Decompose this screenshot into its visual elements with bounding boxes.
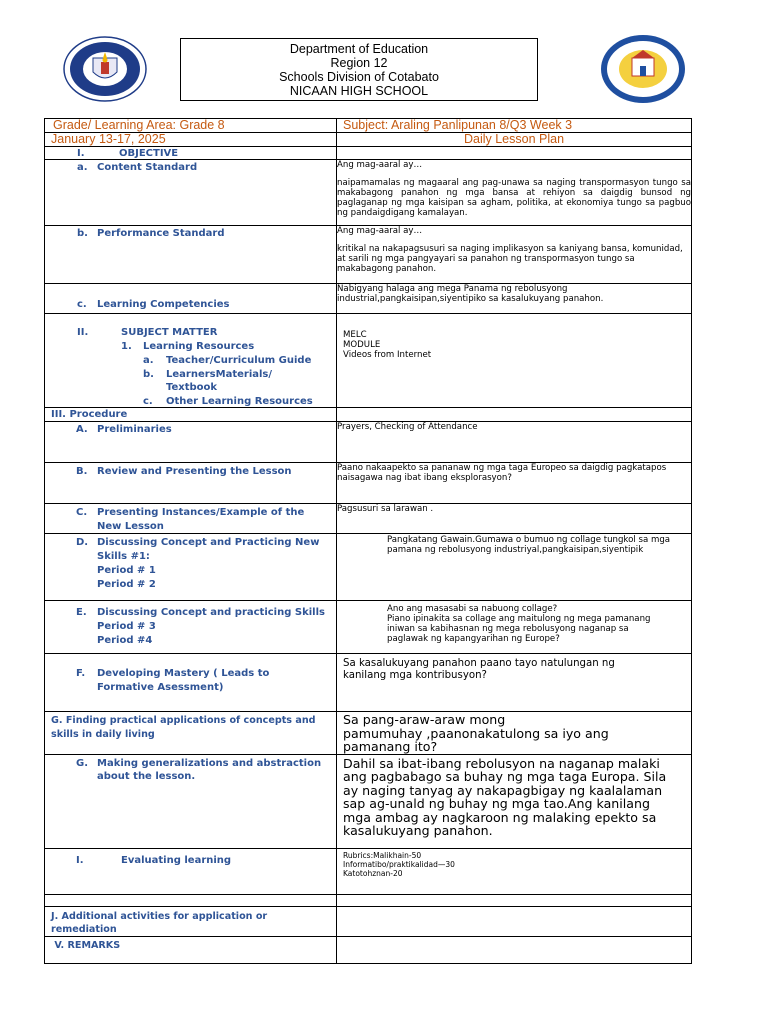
teacher-guide-number: a. xyxy=(143,355,154,366)
evaluating-learning-row xyxy=(45,848,692,894)
preliminaries-label-cell xyxy=(45,422,337,463)
date-cell: January 13-17, 2025 xyxy=(45,133,337,147)
objective-number: I. xyxy=(77,148,85,159)
subject-cell: Subject: Araling Panlipunan 8/Q3 Week 3 xyxy=(337,119,692,133)
period-1-label: Period # 1 xyxy=(97,565,156,576)
discussing-concept-2-label-cell xyxy=(45,601,337,654)
learners-materials-label: LearnersMaterials/ xyxy=(166,369,273,380)
content-standard-label-cell xyxy=(45,160,337,226)
discussing-concept-1-text: Pangkatang Gawain.Gumawa o bumuo ng collage tungkol sa mga pamana ng rebolusyong industriyal,pangkaisipan,siyentipik xyxy=(387,535,671,555)
practical-applications-row xyxy=(45,712,692,755)
practical-applications-text-cell xyxy=(337,712,692,755)
performance-standard-text-cell xyxy=(337,226,692,284)
grade-subject-row xyxy=(45,119,692,133)
presenting-instances-number: C. xyxy=(76,507,88,518)
preliminaries-number: A. xyxy=(76,424,88,435)
objective-content-cell xyxy=(337,147,692,160)
preliminaries-label: Preliminaries xyxy=(97,424,172,435)
performance-standard-number: b. xyxy=(77,228,88,239)
discussing-concept-2-text1: Ano ang masasabi sa nabuong collage? xyxy=(387,604,558,614)
review-number: B. xyxy=(76,466,88,477)
procedure-title: III. Procedure xyxy=(45,408,337,422)
discussing-concept-1-label-line2: Skills #1: xyxy=(97,551,150,562)
textbook-label: Textbook xyxy=(166,382,218,393)
practical-applications-text1: Sa pang-araw-araw mong xyxy=(343,712,506,727)
presenting-instances-row xyxy=(45,504,692,534)
generalizations-label-line2: about the lesson. xyxy=(97,770,196,782)
learners-materials-number: b. xyxy=(143,369,154,380)
performance-standard-label: Performance Standard xyxy=(97,228,225,239)
practical-applications-label-line2: skills in daily living xyxy=(51,729,155,740)
daily-lesson-plan-table xyxy=(44,118,692,964)
subject-matter-label-cell xyxy=(45,314,337,408)
developing-mastery-number: F. xyxy=(76,668,86,679)
practical-applications-text2: pamumuhay ,paanonakatulong sa iyo ang pamanang ito? xyxy=(343,725,609,754)
other-resources-label: Other Learning Resources xyxy=(166,396,313,407)
review-row xyxy=(45,463,692,504)
other-resources-number: c. xyxy=(143,396,153,407)
practical-applications-label-line1: G. Finding practical applications of concepts and xyxy=(51,715,316,726)
discussing-concept-1-text-cell xyxy=(337,534,692,601)
deped-seal-logo xyxy=(63,36,147,102)
learning-resources-label: Learning Resources xyxy=(143,341,255,352)
presenting-instances-label-line1: Presenting Instances/Example of the xyxy=(97,507,305,518)
content-standard-row xyxy=(45,160,692,226)
remarks-content-cell xyxy=(337,936,692,963)
date-plan-row xyxy=(45,133,692,147)
preliminaries-text-cell xyxy=(337,422,692,463)
rubric-informatibo: Informatibo/praktikalidad—30 xyxy=(343,859,455,869)
learning-competencies-number: c. xyxy=(77,299,87,310)
subject-matter-row xyxy=(45,314,692,408)
header-line-school: NICAAN HIGH SCHOOL xyxy=(289,84,429,98)
objective-title: OBJECTIVE xyxy=(119,148,179,159)
additional-activities-content-cell xyxy=(337,906,692,936)
spacer-cell-left xyxy=(45,894,337,906)
resource-module: MODULE xyxy=(343,340,381,350)
generalizations-number: G. xyxy=(76,757,89,769)
header-line-region: Region 12 xyxy=(330,56,388,70)
evaluating-learning-label-cell xyxy=(45,848,337,894)
discussing-concept-2-row xyxy=(45,601,692,654)
content-standard-intro: Ang mag-aaral ay… xyxy=(337,160,423,170)
performance-standard-text: kritikal na nakapagsusuri sa naging implikasyon sa kaniyang bansa, komunidad, at sarili ng mga pangyayari sa panahon ng transpormasyon tungo sa makabagong panahon. xyxy=(337,244,683,274)
content-standard-number: a. xyxy=(77,162,88,173)
spacer-row xyxy=(45,894,692,906)
learning-competencies-label-cell xyxy=(45,284,337,314)
preliminaries-row xyxy=(45,422,692,463)
learning-competencies-text-cell xyxy=(337,284,692,314)
generalizations-row xyxy=(45,754,692,848)
performance-standard-intro: Ang mag-aaral ay… xyxy=(337,226,423,236)
additional-activities-row xyxy=(45,906,692,936)
learning-competencies-text: Nabigyang halaga ang mega Panama ng rebolusyong industrial,pangkaisipan,siyentipiko sa kasalukuyang panahon. xyxy=(337,284,604,304)
presenting-instances-label-cell xyxy=(45,504,337,534)
rubrics-cell xyxy=(337,848,692,894)
resource-videos: Videos from Internet xyxy=(343,350,432,360)
header-line-department: Department of Education xyxy=(289,42,429,56)
generalizations-text-cell xyxy=(337,754,692,848)
period-3-label: Period # 3 xyxy=(97,621,156,632)
preliminaries-text: Prayers, Checking of Attendance xyxy=(337,422,478,432)
teacher-guide-label: Teacher/Curriculum Guide xyxy=(166,355,312,366)
developing-mastery-label-cell xyxy=(45,654,337,712)
grade-cell: Grade/ Learning Area: Grade 8 xyxy=(45,119,337,133)
learning-resources-number: 1. xyxy=(121,341,132,352)
discussing-concept-2-text-cell xyxy=(337,601,692,654)
review-text-cell xyxy=(337,463,692,504)
discussing-concept-1-label-cell xyxy=(45,534,337,601)
developing-mastery-label-line2: Formative Asessment) xyxy=(97,682,224,693)
developing-mastery-text-cell xyxy=(337,654,692,712)
developing-mastery-label-line1: Developing Mastery ( Leads to xyxy=(97,668,270,679)
subject-matter-title: SUBJECT MATTER xyxy=(121,327,218,338)
subject-matter-resources-cell xyxy=(337,314,692,408)
rubric-malikhain: Rubrics:Malikhain-50 xyxy=(343,850,422,860)
content-standard-text-cell xyxy=(337,160,692,226)
additional-activities-label: J. Additional activities for application or remediation xyxy=(45,906,337,936)
plan-title-cell: Daily Lesson Plan xyxy=(337,133,692,147)
nicaan-high-school-logo xyxy=(600,34,686,104)
school-header xyxy=(180,38,538,101)
developing-mastery-row xyxy=(45,654,692,712)
period-2-label: Period # 2 xyxy=(97,579,156,590)
performance-standard-row xyxy=(45,226,692,284)
performance-standard-label-cell xyxy=(45,226,337,284)
remarks-label: V. REMARKS xyxy=(45,936,337,963)
practical-applications-label-cell xyxy=(45,712,337,755)
objective-title-cell xyxy=(45,147,337,160)
period-4-label: Period #4 xyxy=(97,635,153,646)
procedure-row xyxy=(45,408,692,422)
discussing-concept-1-number: D. xyxy=(76,537,89,548)
discussing-concept-1-label-line1: Discussing Concept and Practicing New xyxy=(97,537,320,548)
review-text: Paano nakaapekto sa pananaw ng mga taga Europeo sa daigdig pagkatapos naisagawa nag ibat ibang eksplorasyon? xyxy=(337,463,667,483)
content-standard-label: Content Standard xyxy=(97,162,198,173)
remarks-row xyxy=(45,936,692,963)
objective-row xyxy=(45,147,692,160)
evaluating-learning-label: Evaluating learning xyxy=(121,854,232,866)
procedure-content-cell xyxy=(337,408,692,422)
content-standard-text: naipamamalas ng magaaral ang pag-unawa sa naging transpormasyon tungo sa makabagong panahon ng mga bansa at rehiyon sa daigdig bunsod ng paglaganap ng mga kaisipan sa agham, politika, at ekonomiya tungo sa pagbuo ng pandaigdigang kamalayan. xyxy=(337,178,691,218)
spacer-cell-right xyxy=(337,894,692,906)
generalizations-label-cell xyxy=(45,754,337,848)
review-label-cell xyxy=(45,463,337,504)
discussing-concept-2-number: E. xyxy=(76,607,87,618)
subject-matter-number: II. xyxy=(77,327,89,338)
review-label: Review and Presenting the Lesson xyxy=(97,466,292,477)
discussing-concept-2-text2: Piano ipinakita sa collage ang maitulong ng mega pamanang iniwan sa kabihasnan ng mega rebolusyong naganap sa paglawak ng kapangyarihan ng Europe? xyxy=(387,614,651,644)
discussing-concept-1-row xyxy=(45,534,692,601)
generalizations-text: Dahil sa ibat-ibang rebolusyon na naganap malaki ang pagbabago sa buhay ng mga taga Europa. Sila ay naging tanyag ay nakapagbigay ng kaalalaman sap ag-unald ng buhay ng mga tao.Ang kanilang mga ambag ay nagkaroon ng malaking epekto sa kasalukuyang panahon. xyxy=(343,755,667,838)
learning-competencies-row xyxy=(45,284,692,314)
presenting-instances-text: Pagsusuri sa larawan . xyxy=(337,504,434,514)
developing-mastery-text: Sa kasalukuyang panahon paano tayo natulungan ng kanilang mga kontribusyon? xyxy=(343,658,615,681)
resource-melc: MELC xyxy=(343,330,367,340)
discussing-concept-2-label-line1: Discussing Concept and practicing Skills xyxy=(97,607,325,618)
header-line-division: Schools Division of Cotabato xyxy=(279,70,439,84)
presenting-instances-text-cell xyxy=(337,504,692,534)
generalizations-label-line1: Making generalizations and abstraction xyxy=(97,757,322,769)
learning-competencies-label: Learning Competencies xyxy=(97,299,230,310)
rubric-katotohanan: Katotohznan-20 xyxy=(343,868,403,878)
presenting-instances-label-line2: New Lesson xyxy=(97,521,164,532)
evaluating-learning-number: I. xyxy=(76,854,84,866)
